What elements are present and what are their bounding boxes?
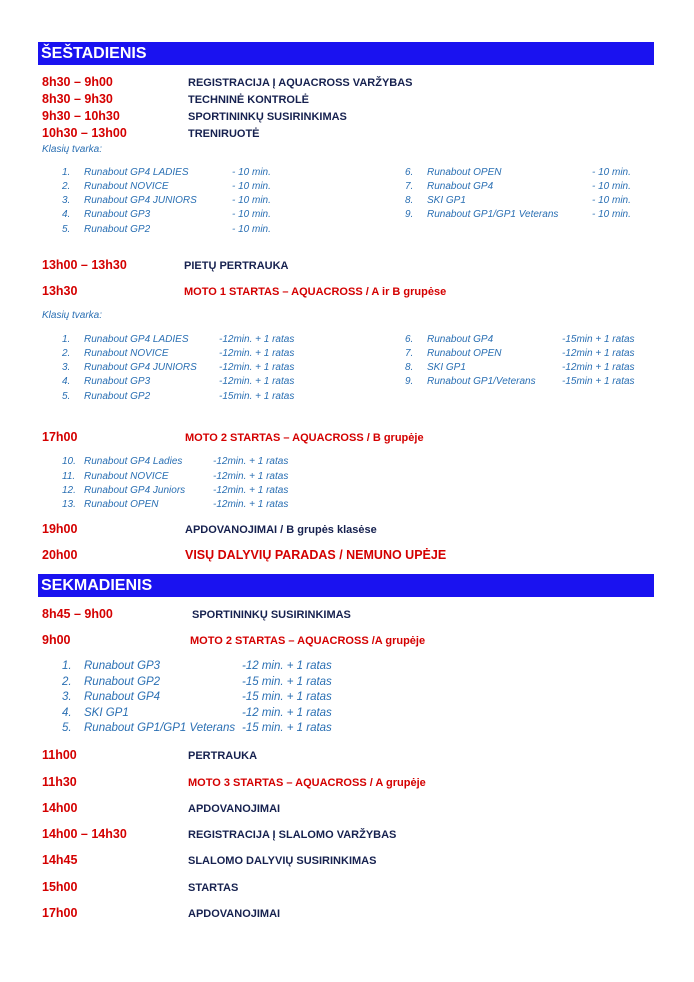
class-name: Runabout GP4 JUNIORS <box>84 362 197 373</box>
class-name: Runabout GP4 <box>427 334 494 345</box>
list-number: 2. <box>62 348 71 359</box>
class-name: Runabout GP4 JUNIORS <box>84 195 197 206</box>
schedule-time: 15h00 <box>42 880 78 894</box>
class-name: Runabout OPEN <box>427 167 502 178</box>
schedule-event: PIETŲ PERTRAUKA <box>184 260 289 272</box>
class-order-label: Klasių tvarka: <box>42 144 103 155</box>
schedule-event: APDOVANOJIMAI / B grupės klasėse <box>185 524 377 536</box>
class-duration: -12min. + 1 ratas <box>219 348 295 359</box>
schedule-event: PERTRAUKA <box>188 750 258 762</box>
schedule-event: SLALOMO DALYVIŲ SUSIRINKIMAS <box>188 855 377 867</box>
schedule-time: 17h00 <box>42 906 78 920</box>
class-duration: -12 min. + 1 ratas <box>242 660 332 672</box>
schedule-time: 14h45 <box>42 853 78 867</box>
list-number: 12. <box>62 485 76 496</box>
list-number: 3. <box>62 691 72 703</box>
list-number: 13. <box>62 499 76 510</box>
schedule-time: 8h30 – 9h30 <box>42 92 113 106</box>
list-number: 5. <box>62 722 72 734</box>
schedule-time: 9h00 <box>42 633 71 647</box>
schedule-event: TRENIRUOTĖ <box>188 128 260 140</box>
class-name: Runabout GP1/Veterans <box>427 376 536 387</box>
list-number: 6. <box>405 334 414 345</box>
list-number: 8. <box>405 195 414 206</box>
class-duration: -12min. + 1 ratas <box>219 362 295 373</box>
schedule-time: 10h30 – 13h00 <box>42 126 127 140</box>
class-name: SKI GP1 <box>84 707 129 719</box>
schedule-event: MOTO 2 STARTAS – AQUACROSS /A grupėje <box>190 635 426 647</box>
list-number: 5. <box>62 224 71 235</box>
class-order-label: Klasių tvarka: <box>42 310 103 321</box>
class-duration: -12min. + 1 ratas <box>219 334 295 345</box>
schedule-time: 11h30 <box>42 775 77 789</box>
schedule-time: 20h00 <box>42 548 78 562</box>
class-duration: -12 min. + 1 ratas <box>242 707 332 719</box>
class-duration: - 10 min. <box>232 195 271 206</box>
list-number: 1. <box>62 660 72 672</box>
schedule-event: STARTAS <box>188 882 239 894</box>
class-name: Runabout GP4 LADIES <box>84 334 189 345</box>
schedule-time: 17h00 <box>42 430 78 444</box>
class-duration: -12min. + 1 ratas <box>219 376 295 387</box>
schedule-time: 14h00 <box>42 801 78 815</box>
schedule-event: REGISTRACIJA Į AQUACROSS VARŽYBAS <box>188 77 413 89</box>
schedule-event: APDOVANOJIMAI <box>188 908 281 920</box>
list-number: 3. <box>62 362 71 373</box>
list-number: 4. <box>62 707 72 719</box>
class-duration: -12min. + 1 ratas <box>213 485 289 496</box>
list-number: 10. <box>62 456 76 467</box>
class-name: Runabout GP1/GP1 Veterans <box>84 722 236 734</box>
list-number: 7. <box>405 348 414 359</box>
class-name: SKI GP1 <box>427 195 466 206</box>
schedule-time: 8h30 – 9h00 <box>42 75 113 89</box>
schedule-event: APDOVANOJIMAI <box>188 803 281 815</box>
list-number: 3. <box>62 195 71 206</box>
schedule-event: MOTO 2 STARTAS – AQUACROSS / B grupėje <box>185 432 424 444</box>
class-name: Runabout NOVICE <box>84 181 169 192</box>
class-name: Runabout GP1/GP1 Veterans <box>427 209 559 220</box>
list-number: 9. <box>405 209 414 220</box>
class-duration: -15 min. + 1 ratas <box>242 676 332 688</box>
schedule-event: VISŲ DALYVIŲ PARADAS / NEMUNO UPĖJE <box>185 548 447 562</box>
class-name: Runabout GP4 LADIES <box>84 167 189 178</box>
schedule-time: 9h30 – 10h30 <box>42 109 120 123</box>
class-name: Runabout GP3 <box>84 376 151 387</box>
class-name: Runabout GP2 <box>84 391 151 402</box>
list-number: 4. <box>62 376 71 387</box>
class-name: Runabout GP4 <box>84 691 161 703</box>
list-number: 11. <box>62 471 76 482</box>
schedule-time: 13h00 – 13h30 <box>42 258 127 272</box>
schedule-time: 13h30 <box>42 284 78 298</box>
class-duration: - 10 min. <box>592 181 631 192</box>
class-duration: - 10 min. <box>592 195 631 206</box>
schedule-event: TECHNINĖ KONTROLĖ <box>188 94 309 106</box>
class-name: Runabout NOVICE <box>84 471 169 482</box>
schedule-event: MOTO 3 STARTAS – AQUACROSS / A grupėje <box>188 777 426 789</box>
class-name: Runabout GP3 <box>84 660 161 672</box>
class-duration: - 10 min. <box>232 224 271 235</box>
list-number: 1. <box>62 334 71 345</box>
class-name: Runabout GP4 Ladies <box>84 456 183 467</box>
list-number: 5. <box>62 391 71 402</box>
class-duration: -15min. + 1 ratas <box>219 391 295 402</box>
class-duration: - 10 min. <box>232 167 271 178</box>
class-name: Runabout NOVICE <box>84 348 169 359</box>
class-name: Runabout OPEN <box>427 348 502 359</box>
class-duration: - 10 min. <box>232 181 271 192</box>
class-name: Runabout GP4 Juniors <box>84 485 186 496</box>
class-name: SKI GP1 <box>427 362 466 373</box>
schedule-event: SPORTININKŲ SUSIRINKIMAS <box>192 609 351 621</box>
schedule-time: 11h00 <box>42 748 77 762</box>
class-name: Runabout OPEN <box>84 499 159 510</box>
class-duration: - 10 min. <box>592 167 631 178</box>
class-duration: -15min + 1 ratas <box>562 334 635 345</box>
class-duration: -12min + 1 ratas <box>562 348 635 359</box>
class-name: Runabout GP4 <box>427 181 494 192</box>
list-number: 6. <box>405 167 414 178</box>
class-duration: -12min. + 1 ratas <box>213 471 289 482</box>
list-number: 7. <box>405 181 414 192</box>
list-number: 9. <box>405 376 414 387</box>
list-number: 8. <box>405 362 414 373</box>
schedule-time: 14h00 – 14h30 <box>42 827 127 841</box>
class-duration: - 10 min. <box>592 209 631 220</box>
class-name: Runabout GP3 <box>84 209 151 220</box>
class-duration: -15 min. + 1 ratas <box>242 691 332 703</box>
class-name: Runabout GP2 <box>84 676 161 688</box>
sunday-header: SEKMADIENIS <box>38 574 654 597</box>
schedule-event: MOTO 1 STARTAS – AQUACROSS / A ir B grupėse <box>184 286 447 298</box>
schedule-time: 19h00 <box>42 522 78 536</box>
class-duration: -12min. + 1 ratas <box>213 456 289 467</box>
class-name: Runabout GP2 <box>84 224 151 235</box>
list-number: 2. <box>62 181 71 192</box>
class-duration: -12min. + 1 ratas <box>213 499 289 510</box>
saturday-header: ŠEŠTADIENIS <box>38 42 654 65</box>
class-duration: -12min + 1 ratas <box>562 362 635 373</box>
class-duration: -15 min. + 1 ratas <box>242 722 332 734</box>
class-duration: -15min + 1 ratas <box>562 376 635 387</box>
schedule-time: 8h45 – 9h00 <box>42 607 113 621</box>
schedule-event: REGISTRACIJA Į SLALOMO VARŽYBAS <box>188 829 397 841</box>
class-duration: - 10 min. <box>232 209 271 220</box>
list-number: 4. <box>62 209 71 220</box>
list-number: 2. <box>62 676 72 688</box>
list-number: 1. <box>62 167 71 178</box>
schedule-event: SPORTININKŲ SUSIRINKIMAS <box>188 111 347 123</box>
